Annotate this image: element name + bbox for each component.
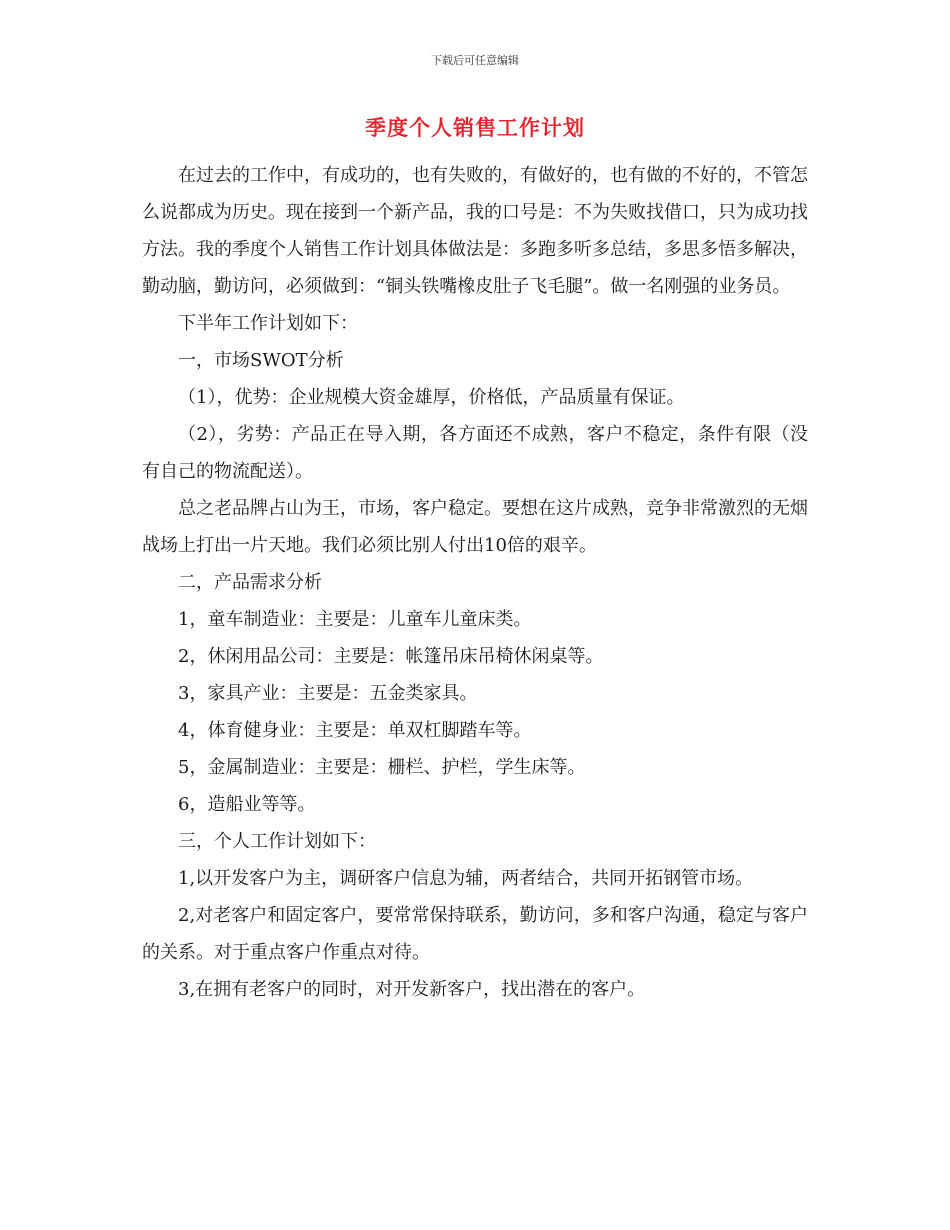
paragraph-strength: （1），优势：企业规模大资金雄厚，价格低，产品质量有保证。 (178, 387, 685, 408)
section-heading-swot: 一，市场SWOT分析 (178, 350, 344, 371)
list-item-demand: 5，金属制造业：主要是：栅栏、护栏，学生床等。 (178, 757, 586, 778)
list-item-plan: 1,以开发客户为主，调研客户信息为辅，两者结合，共同开拓钢管市场。 (178, 868, 754, 889)
list-item-demand: 3，家具产业：主要是：五金类家具。 (178, 683, 478, 704)
list-item-plan: 3,在拥有老客户的同时，对开发新客户，找出潜在的客户。 (178, 979, 646, 1000)
list-item-demand: 4，体育健身业：主要是：单双杠脚踏车等。 (178, 720, 532, 741)
paragraph-intro: 在过去的工作中，有成功的，也有失败的，有做好的，也有做的不好的，不管怎么说都成为历史。现在接到一个新产品，我的口号是：不为失败找借口，只为成功找方法。我的季度个人销售工作计划具体做法是：多跑多听多总结，多思多悟多解决，勤动脑，勤访问，必须做到：“铜头铁嘴橡皮肚子飞毛腿”。做一名刚强的业务员。 (142, 165, 808, 297)
list-item-demand: 2，休闲用品公司：主要是：帐篷吊床吊椅休闲桌等。 (178, 646, 604, 667)
section-heading-plan: 三，个人工作计划如下： (178, 831, 376, 852)
page-header-note: 下载后可任意编辑 (431, 54, 519, 67)
list-item-demand: 6，造船业等等。 (178, 794, 316, 815)
paragraph-plan-heading: 下半年工作计划如下： (178, 313, 358, 334)
document-body (142, 157, 808, 1008)
paragraph-weakness: （2），劣势：产品正在导入期，各方面还不成熟，客户不稳定，条件有限（没有自己的物流配送）。 (142, 424, 808, 482)
document-title: 季度个人销售工作计划 (365, 116, 585, 140)
section-heading-demand: 二，产品需求分析 (178, 572, 322, 593)
list-item-plan: 2,对老客户和固定客户，要常常保持联系，勤访问，多和客户沟通，稳定与客户的关系。对于重点客户作重点对待。 (142, 905, 808, 963)
list-item-demand: 1，童车制造业：主要是：儿童车儿童床类。 (178, 609, 532, 630)
paragraph-summary: 总之老品牌占山为王，市场，客户稳定。要想在这片成熟，竞争非常激烈的无烟战场上打出一片天地。我们必须比别人付出10倍的艰辛。 (142, 498, 808, 556)
